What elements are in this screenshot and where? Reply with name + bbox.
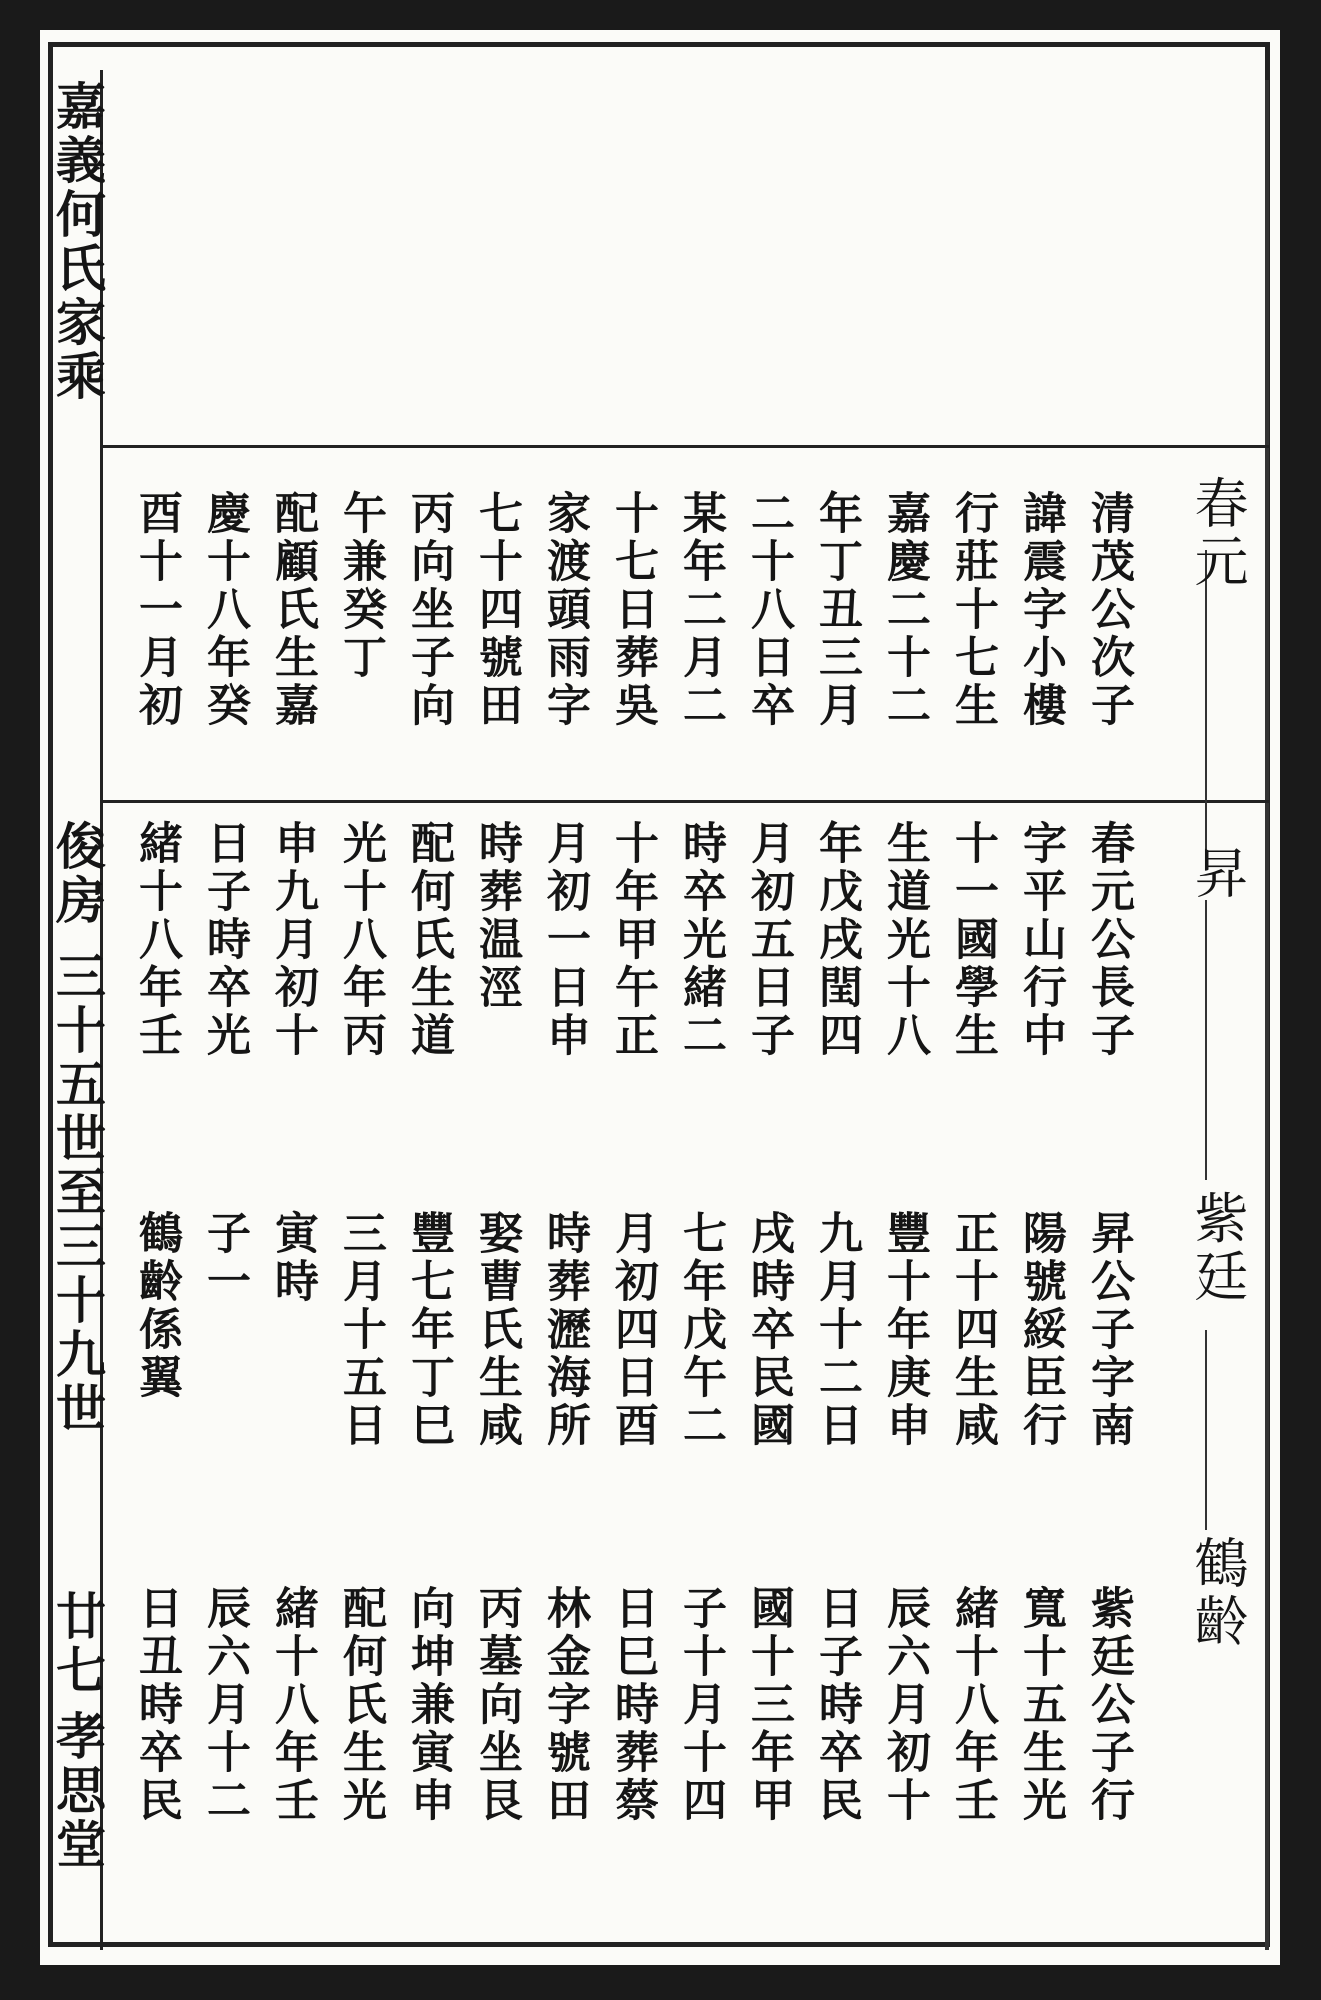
right-border [1265, 80, 1269, 1950]
entry-heling-col-14: 辰六月十二 [199, 1585, 250, 1825]
entry-ziting-col-15: 鶴齡係翼 [131, 1210, 182, 1402]
entry-sheng-col-1: 春元公長子 [1083, 820, 1134, 1060]
entry-heling-col-3: 緒十八年壬 [947, 1585, 998, 1825]
entry-chunyuan-col-8: 十七日葬吳 [607, 490, 658, 730]
entry-heling-col-8: 日巳時葬蔡 [607, 1585, 658, 1825]
entry-heling-col-11: 向坤兼寅申 [403, 1585, 454, 1825]
entry-chunyuan-col-1: 清茂公次子 [1083, 490, 1134, 730]
lineage-line-1 [1205, 550, 1207, 850]
entry-chunyuan-col-6: 二十八日卒 [743, 490, 794, 730]
lineage-name-ziting: 紫廷 [1186, 1190, 1249, 1306]
entry-heling-col-6: 國十三年甲 [743, 1585, 794, 1825]
hall-name: 孝思堂 [48, 1710, 107, 1872]
entry-chunyuan-col-14: 慶十八年癸 [199, 490, 250, 730]
entry-ziting-col-13: 寅時 [267, 1210, 318, 1306]
entry-chunyuan-col-11: 丙向坐子向 [403, 490, 454, 730]
entry-sheng-col-10: 時葬温涇 [471, 820, 522, 1012]
entry-chunyuan-col-3: 行莊十七生 [947, 490, 998, 730]
entry-sheng-col-2: 字平山行中 [1015, 820, 1066, 1060]
entry-ziting-col-14: 子一 [199, 1210, 250, 1306]
entry-ziting-col-10: 娶曹氏生咸 [471, 1210, 522, 1450]
entry-chunyuan-col-7: 某年二月二 [675, 490, 726, 730]
lineage-line-2 [1205, 900, 1207, 1180]
entry-sheng-col-3: 十一國學生 [947, 820, 998, 1060]
entry-ziting-col-4: 豐十年庚申 [879, 1210, 930, 1450]
entry-sheng-col-4: 生道光十八 [879, 820, 930, 1060]
entry-heling-col-1: 紫廷公子行 [1083, 1585, 1134, 1825]
entry-heling-col-12: 配何氏生光 [335, 1585, 386, 1825]
top-divider [100, 445, 1270, 448]
entry-ziting-col-2: 陽號綏臣行 [1015, 1210, 1066, 1450]
lineage-name-heling: 鶴齡 [1186, 1535, 1249, 1651]
lineage-name-sheng: 昇 [1186, 845, 1249, 903]
entry-chunyuan-col-10: 七十四號田 [471, 490, 522, 730]
register-divider [100, 800, 1270, 803]
entry-chunyuan-col-13: 配顧氏生嘉 [267, 490, 318, 730]
entry-ziting-col-11: 豐七年丁巳 [403, 1210, 454, 1450]
entry-sheng-col-7: 時卒光緒二 [675, 820, 726, 1060]
entry-ziting-col-3: 正十四生咸 [947, 1210, 998, 1450]
lineage-line-3 [1205, 1330, 1207, 1530]
entry-sheng-col-8: 十年甲午正 [607, 820, 658, 1060]
entry-sheng-col-14: 日子時卒光 [199, 820, 250, 1060]
entry-ziting-col-1: 昇公子字南 [1083, 1210, 1134, 1450]
entry-sheng-col-9: 月初一日申 [539, 820, 590, 1060]
entry-heling-col-5: 日子時卒民 [811, 1585, 862, 1825]
entry-sheng-col-12: 光十八年丙 [335, 820, 386, 1060]
entry-chunyuan-col-12: 午兼癸丁 [335, 490, 386, 682]
entry-ziting-col-12: 三月十五日 [335, 1210, 386, 1450]
lineage-name-chunyuan: 春元 [1186, 475, 1249, 591]
genealogy-page [40, 30, 1280, 1965]
entry-chunyuan-col-4: 嘉慶二十二 [879, 490, 930, 730]
entry-heling-col-9: 林金字號田 [539, 1585, 590, 1825]
page-number: 廿七 [48, 1590, 107, 1698]
entry-ziting-col-9: 時葬瀝海所 [539, 1210, 590, 1450]
entry-heling-col-15: 日丑時卒民 [131, 1585, 182, 1825]
entry-heling-col-7: 子十月十四 [675, 1585, 726, 1825]
entry-chunyuan-col-5: 年丁丑三月 [811, 490, 862, 730]
entry-heling-col-10: 丙墓向坐艮 [471, 1585, 522, 1825]
entry-sheng-col-15: 緒十八年壬 [131, 820, 182, 1060]
entry-ziting-col-6: 戌時卒民國 [743, 1210, 794, 1450]
entry-ziting-col-8: 月初四日酉 [607, 1210, 658, 1450]
entry-sheng-col-11: 配何氏生道 [403, 820, 454, 1060]
entry-sheng-col-13: 申九月初十 [267, 820, 318, 1060]
entry-chunyuan-col-15: 酉十一月初 [131, 490, 182, 730]
entry-sheng-col-5: 年戊戌閏四 [811, 820, 862, 1060]
entry-heling-col-2: 寬十五生光 [1015, 1585, 1066, 1825]
entry-chunyuan-col-2: 諱震字小樓 [1015, 490, 1066, 730]
entry-heling-col-13: 緒十八年壬 [267, 1585, 318, 1825]
entry-heling-col-4: 辰六月初十 [879, 1585, 930, 1825]
entry-ziting-col-7: 七年戊午二 [675, 1210, 726, 1450]
entry-chunyuan-col-9: 家渡頭雨字 [539, 490, 590, 730]
entry-sheng-col-6: 月初五日子 [743, 820, 794, 1060]
book-title: 嘉義何氏家乘 [48, 80, 107, 404]
entry-ziting-col-5: 九月十二日 [811, 1210, 862, 1450]
branch-label: 俊房 [48, 820, 107, 928]
generation-range: 三十五世至三十九世 [48, 950, 107, 1436]
